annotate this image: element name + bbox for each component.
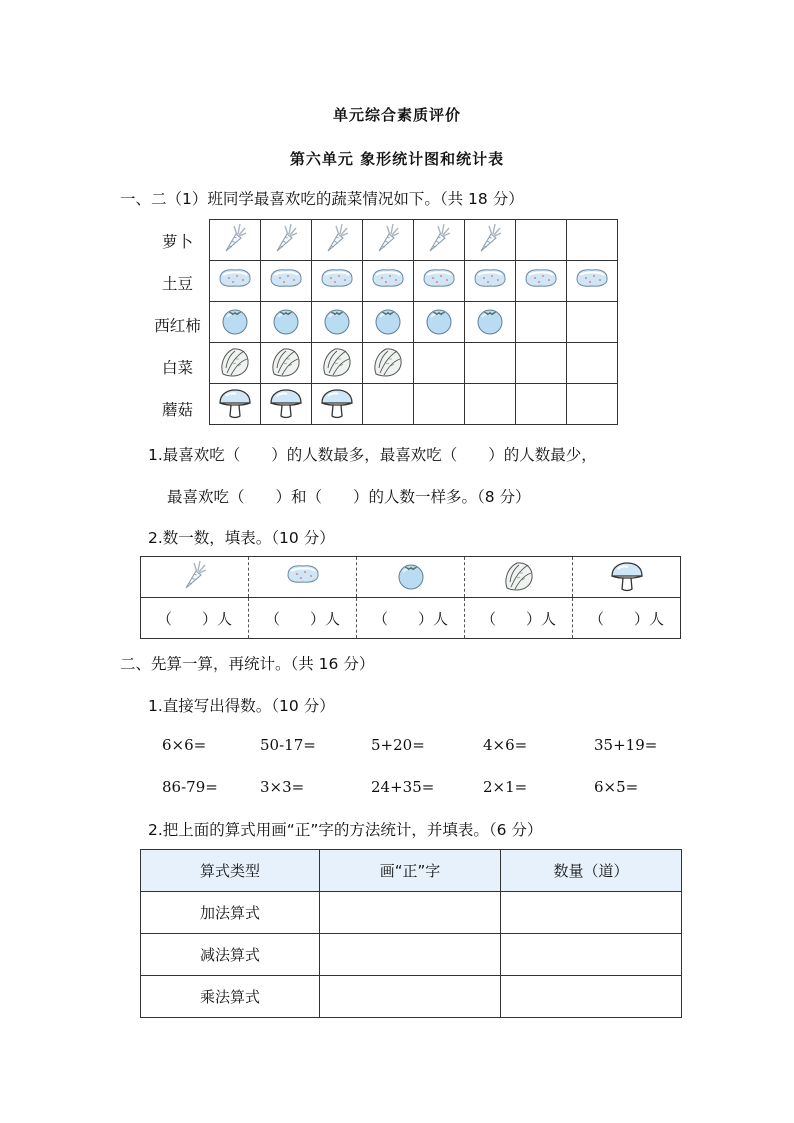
pictograph-cell bbox=[312, 261, 363, 302]
pictograph-cell bbox=[363, 343, 414, 384]
pictograph-cell bbox=[261, 384, 312, 425]
potato-icon bbox=[574, 262, 610, 296]
pictograph-cell bbox=[465, 220, 516, 261]
pictograph-cell bbox=[210, 343, 261, 384]
pictograph-cell bbox=[210, 302, 261, 343]
pictograph-cell bbox=[465, 384, 516, 425]
pictograph-table bbox=[209, 219, 618, 425]
pictograph-cell bbox=[312, 343, 363, 384]
pictograph-cell bbox=[414, 302, 465, 343]
carrot-icon bbox=[217, 221, 253, 255]
row-subtraction: 减法算式 bbox=[141, 934, 320, 976]
carrot-icon bbox=[186, 561, 206, 588]
calc-item: 2×1= bbox=[483, 778, 528, 796]
potato-icon bbox=[217, 262, 253, 296]
pictograph-cell bbox=[516, 302, 567, 343]
row-addition: 加法算式 bbox=[141, 892, 320, 934]
potato-icon bbox=[472, 262, 508, 296]
potato-icon bbox=[319, 262, 355, 296]
cabbage-icon bbox=[268, 344, 304, 378]
potato-icon bbox=[268, 262, 304, 296]
pictograph-cell bbox=[261, 302, 312, 343]
q1-sub1-line1: 1.最喜欢吃（ ）的人数最多，最喜欢吃（ ）的人数最少， bbox=[148, 446, 597, 464]
tomato-icon bbox=[217, 303, 253, 337]
pictograph-cell bbox=[363, 384, 414, 425]
pictograph-cell bbox=[516, 261, 567, 302]
calc-item: 5+20= bbox=[371, 736, 425, 754]
count-cell-multiplication[interactable] bbox=[501, 976, 682, 1018]
tomato-icon bbox=[421, 303, 457, 337]
mushroom-icon bbox=[612, 563, 642, 591]
carrot-icon bbox=[421, 221, 457, 255]
row-label-potato: 土豆 bbox=[161, 275, 193, 293]
count-blank-mushroom[interactable]: （ ）人 bbox=[573, 598, 681, 639]
pictograph-cell bbox=[261, 220, 312, 261]
count-col-mushroom bbox=[573, 557, 681, 598]
pictograph-cell bbox=[312, 220, 363, 261]
header-type: 算式类型 bbox=[141, 850, 320, 892]
pictograph-cell bbox=[567, 384, 618, 425]
tally-cell-addition[interactable] bbox=[320, 892, 501, 934]
calc-item: 4×6= bbox=[483, 736, 528, 754]
carrot-icon bbox=[319, 221, 355, 255]
row-label-carrot: 萝卜 bbox=[161, 233, 193, 251]
potato-icon bbox=[288, 566, 318, 582]
pictograph-cell bbox=[210, 384, 261, 425]
pictograph-cell bbox=[465, 302, 516, 343]
pictograph-cell bbox=[567, 343, 618, 384]
tally-cell-subtraction[interactable] bbox=[320, 934, 501, 976]
pictograph-row bbox=[210, 220, 618, 261]
doc-title: 单元综合素质评价 bbox=[332, 106, 461, 124]
count-col-cabbage bbox=[465, 557, 573, 598]
pictograph-cell bbox=[414, 220, 465, 261]
carrot-icon bbox=[268, 221, 304, 255]
row-multiplication: 乘法算式 bbox=[141, 976, 320, 1018]
row-label-tomato: 西红柿 bbox=[154, 317, 201, 335]
count-table bbox=[140, 556, 681, 639]
statistics-table bbox=[140, 849, 682, 1018]
q2-sub1: 1.直接写出得数。（10 分） bbox=[148, 697, 335, 715]
pictograph-cell bbox=[363, 261, 414, 302]
tomato-icon bbox=[319, 303, 355, 337]
mushroom-icon bbox=[217, 385, 253, 419]
count-cell-subtraction[interactable] bbox=[501, 934, 682, 976]
count-blank-potato[interactable]: （ ）人 bbox=[249, 598, 357, 639]
pictograph-cell bbox=[516, 343, 567, 384]
tomato-icon bbox=[370, 303, 406, 337]
calc-item: 6×6= bbox=[162, 736, 207, 754]
pictograph-cell bbox=[516, 384, 567, 425]
pictograph-cell bbox=[465, 261, 516, 302]
calc-item: 50-17= bbox=[260, 736, 316, 754]
pictograph-cell bbox=[363, 220, 414, 261]
cabbage-icon bbox=[370, 344, 406, 378]
doc-subtitle: 第六单元 象形统计图和统计表 bbox=[289, 150, 505, 168]
q1-sub2: 2.数一数，填表。（10 分） bbox=[148, 529, 335, 547]
pictograph-cell bbox=[261, 343, 312, 384]
pictograph-cell bbox=[567, 220, 618, 261]
q2-sub2: 2.把上面的算式用画“正”字的方法统计，并填表。（6 分） bbox=[148, 821, 543, 839]
header-tally: 画“正”字 bbox=[320, 850, 501, 892]
q1-prompt: 一、二（1）班同学最喜欢吃的蔬菜情况如下。（共 18 分） bbox=[120, 190, 524, 208]
cabbage-icon bbox=[217, 344, 253, 378]
calc-item: 6×5= bbox=[594, 778, 639, 796]
row-label-cabbage: 白菜 bbox=[161, 359, 193, 377]
potato-icon bbox=[523, 262, 559, 296]
tomato-icon bbox=[399, 565, 423, 589]
calc-item: 24+35= bbox=[371, 778, 435, 796]
pictograph-cell bbox=[363, 302, 414, 343]
potato-icon bbox=[370, 262, 406, 296]
pictograph-row bbox=[210, 343, 618, 384]
q2-prompt: 二、先算一算，再统计。（共 16 分） bbox=[120, 655, 375, 673]
pictograph-cell bbox=[567, 302, 618, 343]
cabbage-icon bbox=[505, 563, 531, 590]
pictograph-cell bbox=[210, 261, 261, 302]
tomato-icon bbox=[472, 303, 508, 337]
count-blank-cabbage[interactable]: （ ）人 bbox=[465, 598, 573, 639]
pictograph-cell bbox=[210, 220, 261, 261]
pictograph-cell bbox=[261, 261, 312, 302]
cabbage-icon bbox=[319, 344, 355, 378]
count-col-tomato bbox=[357, 557, 465, 598]
pictograph-cell bbox=[312, 302, 363, 343]
row-label-mushroom: 蘑菇 bbox=[161, 401, 193, 419]
pictograph-cell bbox=[567, 261, 618, 302]
count-blank-tomato[interactable]: （ ）人 bbox=[357, 598, 465, 639]
count-blank-carrot[interactable]: （ ）人 bbox=[141, 598, 249, 639]
calc-item: 86-79= bbox=[162, 778, 218, 796]
pictograph-cell bbox=[414, 384, 465, 425]
pictograph-cell bbox=[516, 220, 567, 261]
calc-item: 3×3= bbox=[260, 778, 305, 796]
mushroom-icon bbox=[319, 385, 355, 419]
carrot-icon bbox=[472, 221, 508, 255]
tally-cell-multiplication[interactable] bbox=[320, 976, 501, 1018]
pictograph-cell bbox=[312, 384, 363, 425]
pictograph-cell bbox=[414, 343, 465, 384]
pictograph-cell bbox=[465, 343, 516, 384]
pictograph-row bbox=[210, 302, 618, 343]
count-cell-addition[interactable] bbox=[501, 892, 682, 934]
header-count: 数量（道） bbox=[501, 850, 682, 892]
pictograph-cell bbox=[414, 261, 465, 302]
count-col-carrot bbox=[141, 557, 249, 598]
q1-sub1-line2: 最喜欢吃（ ）和（ ）的人数一样多。（8 分） bbox=[167, 488, 531, 506]
carrot-icon bbox=[370, 221, 406, 255]
calc-item: 35+19= bbox=[594, 736, 658, 754]
count-col-potato bbox=[249, 557, 357, 598]
tomato-icon bbox=[268, 303, 304, 337]
mushroom-icon bbox=[268, 385, 304, 419]
potato-icon bbox=[421, 262, 457, 296]
pictograph-row bbox=[210, 261, 618, 302]
pictograph-row bbox=[210, 384, 618, 425]
